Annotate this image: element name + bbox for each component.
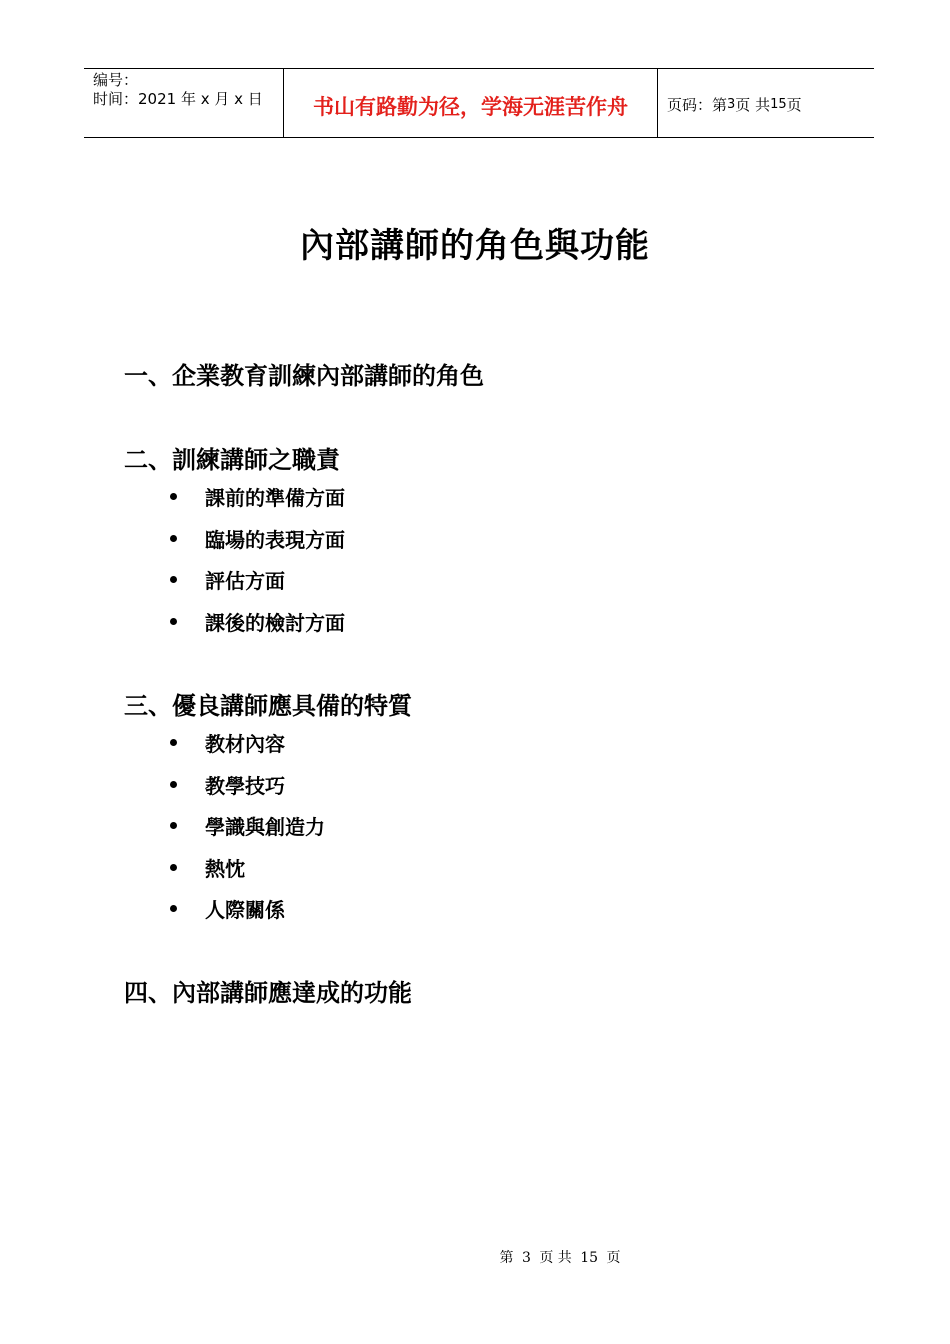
bullet-icon xyxy=(170,905,177,912)
page-mid: 页 共 xyxy=(735,95,771,114)
section-3-list xyxy=(166,722,325,930)
list-item-text: 熱忱 xyxy=(205,856,245,881)
time-label: 时间：2021 年 x 月 x 日 xyxy=(93,90,263,108)
page-footer xyxy=(0,1247,950,1267)
header-meta xyxy=(84,69,284,137)
list-item-text: 課前的準備方面 xyxy=(205,486,345,511)
section-2-list xyxy=(166,476,345,642)
page-current: 3 xyxy=(727,96,736,112)
footer-current: 3 xyxy=(521,1250,531,1266)
list-item-text: 教材內容 xyxy=(205,732,285,757)
list-item xyxy=(166,559,345,601)
header-motto: 书山有路勤为径，学海无涯苦作舟 xyxy=(284,69,658,137)
list-item xyxy=(166,722,325,764)
list-item xyxy=(166,476,345,518)
footer-mid: 页 共 xyxy=(539,1250,572,1266)
section-heading-1: 一、企業教育訓練內部講師的角色 xyxy=(124,362,484,390)
document-title: 內部講師的角色與功能 xyxy=(300,226,650,266)
page-header xyxy=(84,68,874,138)
list-item xyxy=(166,518,345,560)
footer-suffix: 页 xyxy=(606,1250,621,1266)
list-item-text: 臨場的表現方面 xyxy=(205,527,345,552)
list-item-text: 教學技巧 xyxy=(205,773,285,798)
list-item xyxy=(166,764,325,806)
bullet-icon xyxy=(170,618,177,625)
number-label: 编号： xyxy=(93,71,139,89)
bullet-icon xyxy=(170,576,177,583)
list-item xyxy=(166,601,345,643)
bullet-icon xyxy=(170,739,177,746)
bullet-icon xyxy=(170,822,177,829)
list-item-text: 學識與創造力 xyxy=(205,815,325,840)
section-heading-2: 二、訓練講師之職責 xyxy=(124,446,340,474)
list-item xyxy=(166,888,325,930)
page-end: 页 xyxy=(786,95,802,114)
bullet-icon xyxy=(170,493,177,500)
page-label: 页码：第 xyxy=(667,95,728,114)
bullet-icon xyxy=(170,781,177,788)
bullet-icon xyxy=(170,864,177,871)
list-item-text: 人際關係 xyxy=(205,898,285,923)
header-page-info xyxy=(658,69,874,137)
bullet-icon xyxy=(170,535,177,542)
list-item-text: 評估方面 xyxy=(205,569,285,594)
section-heading-4: 四、內部講師應達成的功能 xyxy=(124,979,412,1007)
footer-total: 15 xyxy=(580,1250,599,1266)
list-item-text: 課後的檢討方面 xyxy=(205,610,345,635)
page-total: 15 xyxy=(770,96,787,112)
footer-prefix: 第 xyxy=(499,1250,514,1266)
list-item xyxy=(166,805,325,847)
section-heading-3: 三、優良講師應具備的特質 xyxy=(124,692,412,720)
list-item xyxy=(166,847,325,889)
